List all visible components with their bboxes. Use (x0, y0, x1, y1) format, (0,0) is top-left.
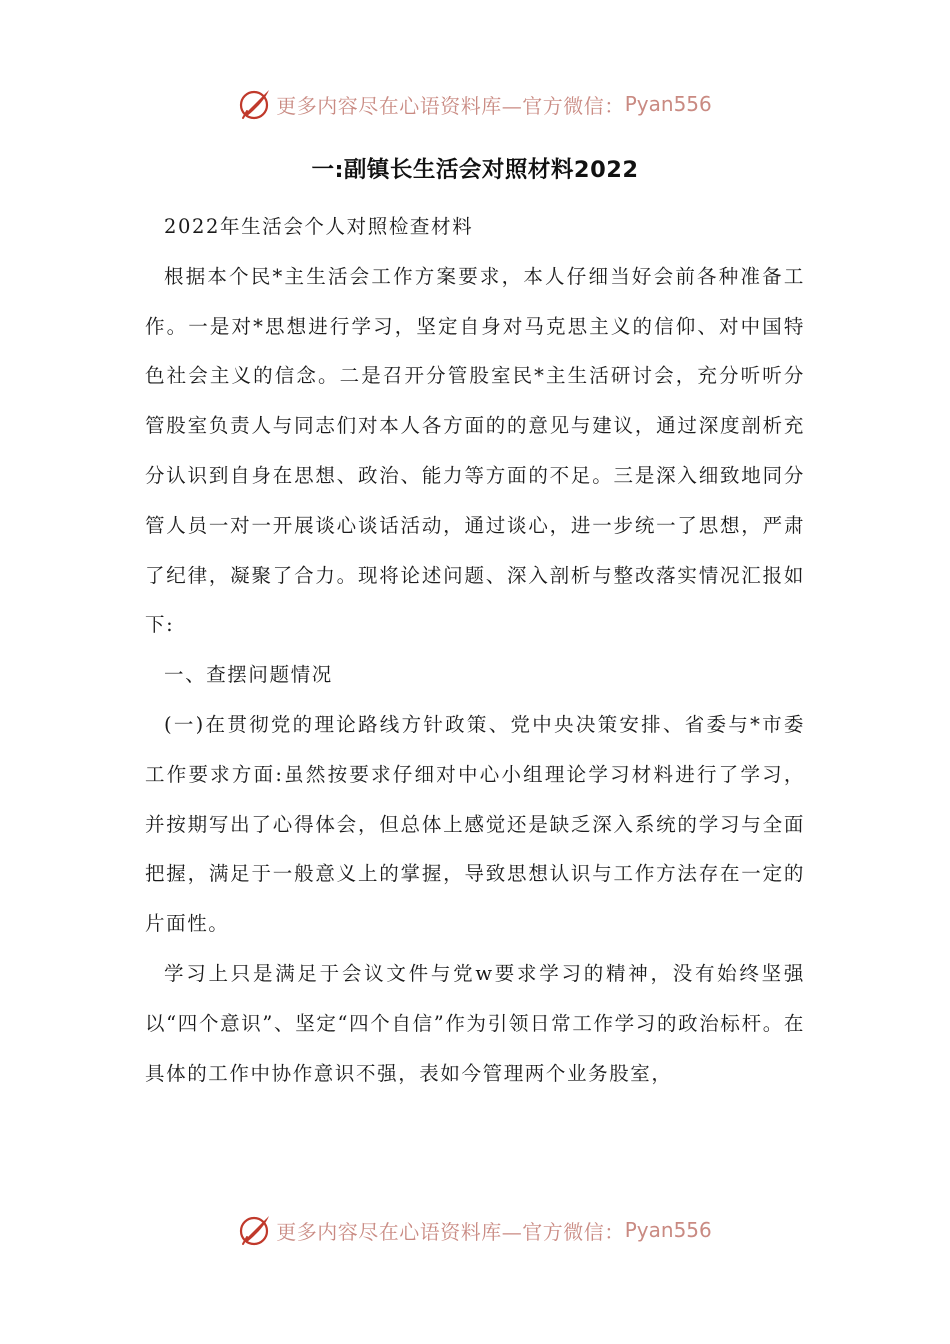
footer-watermark (0, 1210, 950, 1250)
document-subtitle: 2022年生活会个人对照检查材料 (164, 215, 474, 238)
document-title: 一:副镇长生活会对照材料2022 (311, 157, 639, 183)
section-heading: 一、查摆问题情况 (164, 663, 333, 687)
watermark-wechat-id: Pyan556 (624, 92, 712, 116)
watermark-text: 更多内容尽在心语资料库—官方微信： (276, 1219, 625, 1244)
quill-logo-icon (238, 1213, 272, 1247)
paragraph-study: 学习上只是满足于会议文件与党w要求学习的精神，没有始终坚强以“四个意识”、坚定“四个自信”作为引领日常工作学习的政治标杆。在具体的工作中协作意识不强，表如今管理两个业务股室， (145, 961, 805, 1085)
paragraph-item-1: (一)在贯彻党的理论路线方针政策、党中央决策安排、省委与*市委工作要求方面:虽然按要求仔细对中心小组理论学习材料进行了学习，并按期写出了心得体会，但总体上感觉还是缺乏深入系统的学习与全面把握，满足于一般意义上的掌握，导致思想认识与工作方法存在一定的片面性。 (145, 712, 805, 936)
paragraph-intro: 根据本个民*主生活会工作方案要求，本人仔细当好会前各种准备工作。一是对*思想进行学习，坚定自身对马克思主义的信仰、对中国特色社会主义的信念。二是召开分管股室民*主生活研讨会，充分听听分管股室负责人与同志们对本人各方面的的意见与建议，通过深度剖析充分认识到自身在思想、政治、能力等方面的不足。三是深入细致地同分管人员一对一开展谈心谈话活动，通过谈心，进一步统一了思想，严肃了纪律，凝聚了合力。现将论述问题、深入剖析与整改落实情况汇报如下: (145, 264, 805, 637)
watermark-text: 更多内容尽在心语资料库—官方微信： (276, 93, 625, 118)
quill-logo-icon (238, 87, 272, 121)
header-watermark (0, 84, 950, 124)
watermark-wechat-id: Pyan556 (624, 1218, 712, 1242)
document-body (145, 202, 805, 1098)
